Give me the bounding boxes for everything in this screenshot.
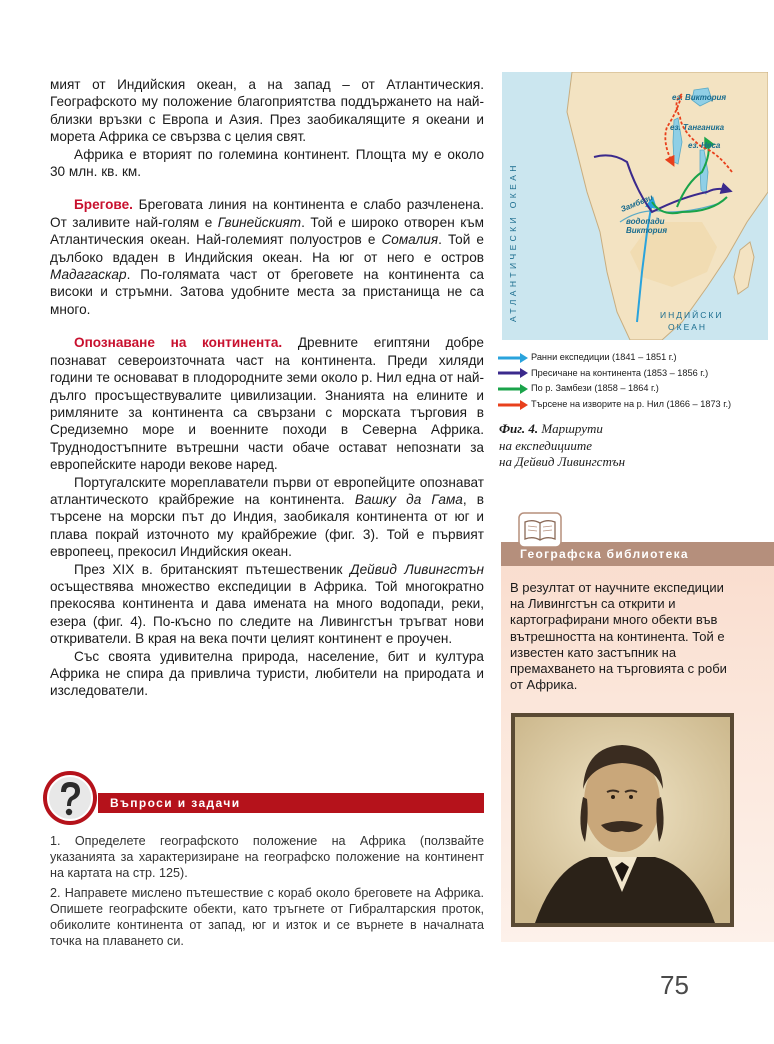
label-indian-ocean-2: ОКЕАН: [668, 322, 708, 332]
term-vasco-da-gama: Вашку да Гама: [354, 491, 463, 507]
arrow-green-icon: [498, 384, 528, 394]
legend-item-nile: Търсене на изворите на р. Нил (1866 – 1873 г.): [498, 397, 768, 413]
question-mark-icon: [42, 770, 98, 826]
main-text-column: [50, 76, 484, 700]
map-legend: [498, 350, 768, 412]
label-lake-nyasa: ез. Няса: [688, 141, 721, 150]
label-atlantic-ocean: АТЛАНТИЧЕСКИ ОКЕАН: [508, 162, 518, 322]
paragraph-area: Африка е вторият по големина континент. Площта му е около 30 млн. кв. км.: [50, 146, 484, 180]
paragraph-intro: мият от Индийския океан, а на запад – от Атлантическия. Географското му положение благоприятства поддържането на най-близки връзки с Европа и Азия. През заобикалящите я океани и морета Африка се свързва с целия свят.: [50, 77, 484, 145]
label-lake-victoria: ез. Виктория: [672, 93, 727, 102]
heading-coasts: Брегове.: [74, 197, 133, 213]
livingstone-portrait: [511, 713, 734, 927]
open-book-icon: [518, 512, 562, 548]
term-livingstone: Дейвид Ливингстън: [350, 561, 485, 577]
paragraph-coasts: Брегове. Бреговата линия на континента е слабо разчленена. От заливите най-голям е Гвинейският. Той е широко отворен към Атлантическия океан. Най-големият полуостров е Сомалия. Той е дълбоко вдаден в Индийския океан. На юг от него е остров Мадагаскар. По-голямата част от бреговете на континента са високи и стръмни. Затова удобните места за пристанища не са много.: [50, 197, 484, 317]
questions-list: [50, 833, 484, 953]
legend-item-zambezi: По р. Замбези (1858 – 1864 г.): [498, 381, 768, 397]
legend-item-crossing: Пресичане на континента (1853 – 1856 г.): [498, 366, 768, 382]
paragraph-discovery: Опознаване на континента. Древните египтяни добре познават североизточната част на континента. Преди хиляди години те основават в плодородните земи около р. Нил една от най-дълго просъществувалите цивилизации. Знанията на елините и римляните за континента са свързани с морската търговия в Средиземно море и военните походи в Северна Африка. Труднодостъпните вътрешни части обаче остават непознати за европейските народи векове наред.: [50, 335, 485, 473]
library-title: Географска библиотека: [520, 547, 689, 561]
label-indian-ocean-1: ИНДИЙСКИ: [660, 310, 724, 320]
questions-title: Въпроси и задачи: [110, 796, 241, 810]
label-falls-1: водопади: [626, 217, 665, 226]
question-item: 2. Направете мислено пътешествие с кораб около бреговете на Африка. Опишете географските обекти, като тръгнете от Гибралтарския проток, обиколите континента от запад, юг и изток и се върнете в началната точка на плаването си.: [50, 886, 484, 948]
label-lake-tanganyika: ез. Танганика: [670, 123, 725, 132]
legend-item-early: Ранни експедиции (1841 – 1851 г.): [498, 350, 768, 366]
arrow-purple-icon: [498, 368, 528, 378]
paragraph-livingstone: През XIX в. британският пътешественик Дейвид Ливингстън осъществява множество експедиции в Африка. Той многократно прекосява континента и дава имената на много водопади, реки, езера (фиг. 4). По-късно по следите на Ливингстън тръгват нови откриватели. В края на века почти целият континент е проучен.: [50, 561, 485, 647]
term-somalia: Сомалия: [381, 232, 439, 248]
question-item: 1. Определете географското положение на Африка (ползвайте указанията за характеризиране на географско положение на континент на картата на стр. 125).: [50, 834, 484, 880]
figure-caption: Фиг. 4. Маршрути на експедициите на Дейвид Ливингстън: [499, 421, 626, 469]
label-zambezi: Замбези: [619, 192, 655, 214]
label-falls-2: Виктория: [626, 226, 668, 235]
caption-fig-number: Фиг. 4.: [499, 421, 539, 436]
arrow-blue-icon: [498, 353, 528, 363]
arrow-red-icon: [498, 400, 528, 410]
paragraph-closing: Със своята удивителна природа, население, бит и култура Африка не спира да привлича туристи, любители на природата и изследователи.: [50, 648, 484, 699]
page-number: 75: [660, 970, 689, 1000]
paragraph-portuguese: Португалските мореплаватели първи от европейците опознават атлантическото крайбрежие на континента. Вашку да Гама, в търсене на морски път до Индия, заобикаля континента от юг и плава покрай източното му крайбрежие (фиг. 3). Той е първият европеец, прекосил Индийския океан.: [50, 474, 485, 560]
livingstone-routes-map: [502, 72, 768, 340]
heading-discovery: Опознаване на континента.: [74, 335, 283, 351]
term-guinea: Гвинейският: [217, 214, 302, 230]
term-madagascar: Мадагаскар: [50, 267, 127, 283]
library-text: В резултат от научните експедиции на Ливингстън са открити и картографирани много обекти във вътрешността на континента. Той е известен като застъпник на премахването на търговията с роби от Африка.: [510, 580, 727, 693]
